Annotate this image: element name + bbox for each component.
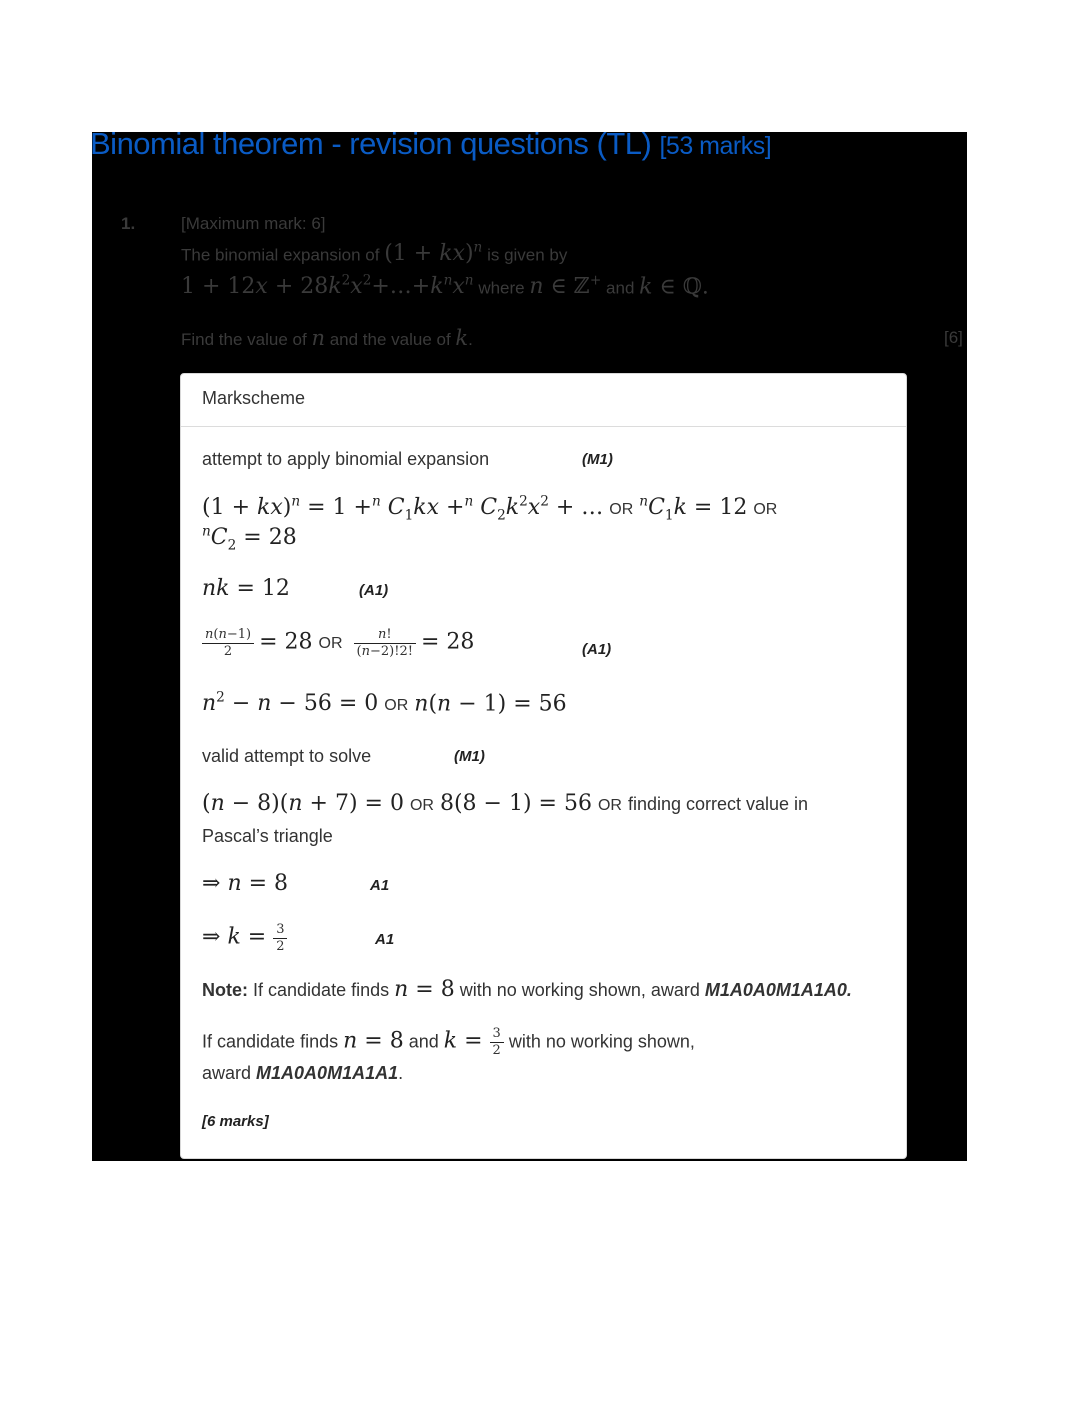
ms-line-nk: nk = 12 bbox=[202, 576, 290, 601]
mark-a1-4: A1 bbox=[375, 931, 395, 948]
question-task: Find the value of n and the value of k. bbox=[181, 326, 473, 350]
max-mark: [Maximum mark: 6] bbox=[181, 214, 326, 233]
total-marks: [53 marks] bbox=[659, 132, 772, 160]
mark-a1-2: (A1) bbox=[582, 641, 612, 658]
ms-line-fraction: $\frac{n(n-1)}{2}$ = 28 OR $\frac{n!}{(n-2)!2!}$ = 28 bbox=[202, 627, 474, 660]
ms-line-valid: valid attempt to solve bbox=[202, 746, 372, 766]
page-title: Binomial theorem - revision questions (TL) [53 marks] bbox=[90, 126, 772, 161]
ms-line-k: ⇒ k = $\frac{3}{2}$ bbox=[202, 922, 287, 955]
markscheme-card bbox=[180, 373, 907, 1159]
ms-line-pascal: Pascal’s triangle bbox=[202, 826, 333, 846]
mark-a1-1: (A1) bbox=[359, 582, 389, 599]
ms-line-quadratic: $n^2 - n - 56 = 0$ OR n(n − 1) = 56 bbox=[202, 690, 567, 717]
mark-a1-3: A1 bbox=[370, 877, 390, 894]
mark-m1-1: (M1) bbox=[582, 451, 613, 468]
ms-line-attempt: attempt to apply binomial expansion bbox=[202, 449, 490, 469]
question-number: 1. bbox=[121, 214, 136, 233]
ms-note: Note: If candidate finds n = 8 with no working shown, award M1A0A0M1A1A0. bbox=[202, 977, 852, 1002]
ms-line-expansion: (1 + kx)$^n$ = 1 +$^n$ $C_1kx +^n$ $C_2k^2x^2$ + … OR $^nC_1k = 12$ OR bbox=[202, 494, 778, 524]
ms-if-line: If candidate finds n = 8 and k = $\frac{3}{2}$ with no working shown, bbox=[202, 1026, 695, 1058]
ms-total-marks: [6 marks] bbox=[202, 1113, 269, 1130]
ms-line-n8: ⇒ n = 8 bbox=[202, 871, 289, 896]
ms-line-solve: (n − 8)(n + 7) = 0 OR 8(8 − 1) = 56 OR finding correct value in bbox=[202, 791, 809, 816]
task-marks: [6] bbox=[944, 328, 963, 347]
ms-award-line: award M1A0A0M1A1A1. bbox=[202, 1063, 404, 1083]
question-expansion: $1 + 12x + 28k^2x^2+\dots+k^nx^n$ where n ∈ ℤ+ and k ∈ ℚ. bbox=[181, 273, 709, 300]
ms-line-expansion-cont: $^nC_2 = 28$ bbox=[202, 524, 297, 554]
markscheme-title: Markscheme bbox=[202, 388, 306, 408]
mark-m1-2: (M1) bbox=[454, 748, 485, 765]
question-intro: The binomial expansion of (1 + kx)$^n$ is given by bbox=[181, 240, 568, 267]
